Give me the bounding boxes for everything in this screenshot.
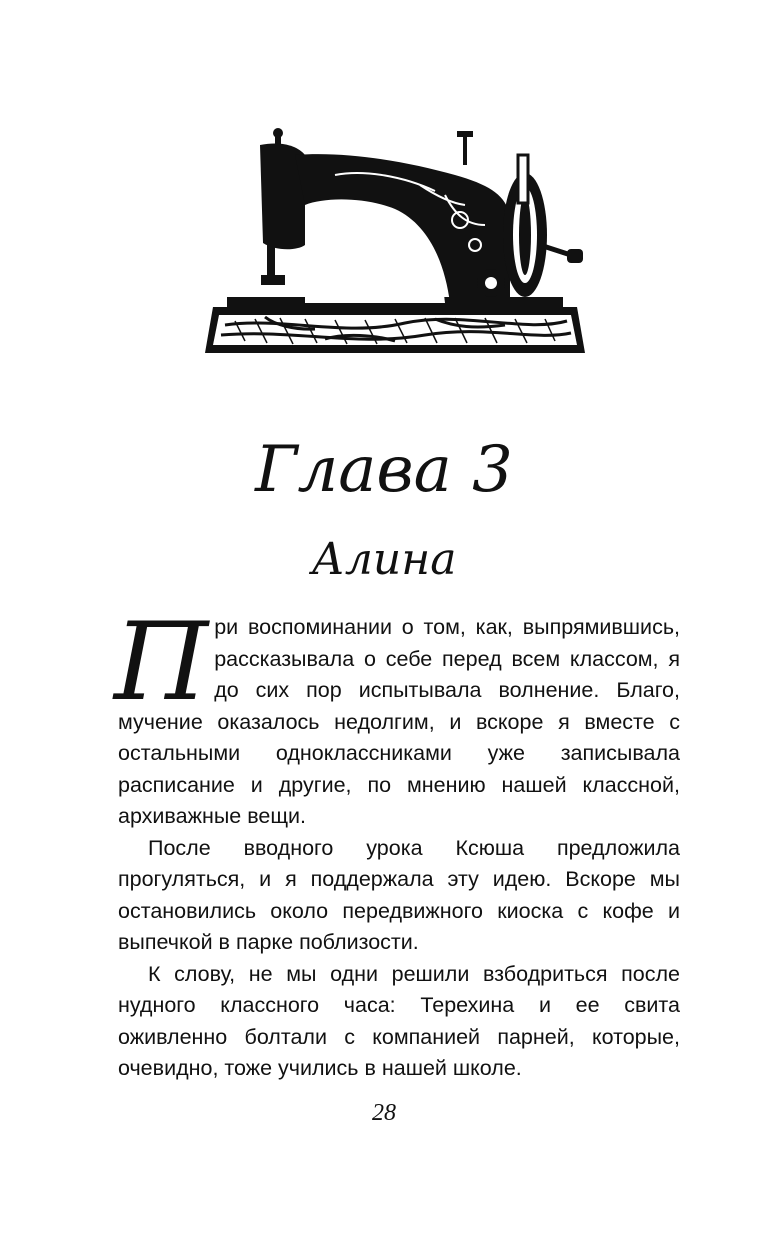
paragraph-1-text: ри воспоминании о том, как, выпрямившись, рассказывала о себе перед всем классом, я до сих пор испытывала волнение. Благо, мучение оказалось недолгим, и вскоре я вместе с остальными одноклассниками уже записывала расписание и другие, по мнению нашей классной, архиважные вещи.: [118, 615, 680, 828]
drop-cap: П: [114, 600, 209, 725]
paragraph-2: После вводного урока Ксюша предложила прогуляться, и я поддержала эту идею. Вскоре мы остановились около передвижного киоска с кофе и выпечкой в парке поблизости.: [118, 835, 680, 954]
chapter-body: [114, 600, 680, 1085]
paragraph-1: [114, 600, 680, 833]
chapter-subtitle: Алина: [311, 534, 457, 585]
page-number: 28: [372, 1100, 396, 1126]
sewing-machine-icon: [205, 125, 585, 357]
chapter-title: Глава 3: [255, 433, 513, 507]
paragraph-3: К слову, не мы одни решили взбодриться после нудного классного часа: Терехина и ее свита оживленно болтали с компанией парней, которые, очевидно, тоже учились в нашей школе.: [118, 961, 680, 1080]
